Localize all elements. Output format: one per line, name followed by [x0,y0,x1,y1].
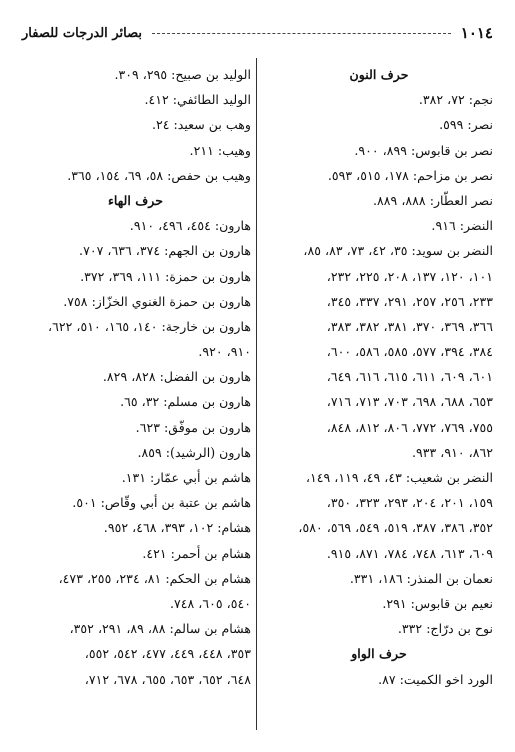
header-rule [152,33,451,34]
index-entry: وهب بن سعيد: ٢٤. [151,117,251,133]
page-number: ١٠١٤ [460,24,493,42]
index-entry: نوح بن درّاج: ٣٣٢. [397,621,493,637]
index-entry: هارون بن الجهم: ٣٧٤، ٦٣٦، ٧٠٧. [79,243,251,259]
index-entry: ٦٠١، ٦٠٩، ٦١١، ٦١٥، ٦١٦، ٦٤٩، [326,369,493,385]
index-entry: نعمان بن المنذر: ١٨٦، ٣٣١. [349,570,493,586]
index-entry: هشام بن الحكم: ٨١، ٢٣٤، ٢٥٥، ٤٧٣، [58,570,251,586]
index-entry: ٣٦٦، ٣٦٩، ٣٧٠، ٣٨١، ٣٨٢، ٣٨٣، [326,318,493,334]
index-entry: هارون: ٤٥٤، ٤٩٦، ٩١٠. [129,218,251,234]
right-column [265,62,493,692]
column-divider [256,58,257,730]
index-entry: هارون (الرشيد): ٨٥٩. [137,444,251,460]
index-entry: هارون بن مسلم: ٣٢، ٦٥. [120,394,251,410]
index-entry: وهيب بن حفص: ٥٨، ٦٩، ١٥٤، ٣٦٥. [67,167,251,183]
index-entry: نجم: ٧٢، ٣٨٢. [418,92,493,108]
index-entry: هارون بن خارجة: ١٤٠، ١٦٥، ٥١٠، ٦٢٢، [48,318,251,334]
index-entry: هاشم بن عتبة بن أبي وقّاص: ٥٠١. [72,495,251,511]
index-entry: ٥٤٠، ٦٠٥، ٧٤٨. [169,595,251,611]
index-entry: ٦٥٣، ٦٨٨، ٦٩٨، ٧٠٣، ٧١٣، ٧١٦، [326,394,493,410]
index-entry: ٨٦٢، ٩١٠، ٩٣٣. [411,444,493,460]
index-entry: نصر العطّار: ٨٨٨، ٨٨٩. [373,192,493,208]
index-entry: الوليد بن صبيح: ٢٩٥، ٣٠٩. [114,67,251,82]
index-entry: ٣٥٢، ٣٨٦، ٣٨٧، ٥١٩، ٥٤٩، ٥٦٩، ٥٨٠، [298,520,493,536]
index-entry: النضر: ٩١٦. [431,218,493,234]
index-entry: الوليد الطائفي: ٤١٢. [144,92,251,108]
section-heading: حرف الهاء [107,192,164,208]
index-entry: النضر بن سويد: ٣٥، ٤٢، ٧٣، ٨٣، ٨٥، [303,243,493,259]
index-entry: هارون بن حمزة الغنوي الخزّاز: ٧٥٨. [63,293,251,309]
index-entry: ٦٤٨، ٦٥٢، ٦٥٣، ٦٥٥، ٦٧٨، ٧١٢، [84,671,251,687]
index-entry: النضر بن شعيب: ٤٣، ٤٩، ١١٩، ١٤٩، [305,470,493,485]
index-entry: نصر: ٥٩٩. [439,117,493,133]
index-entry: ٩١٠، ٩٢٠. [198,344,251,360]
index-entry: نعيم بن قابوس: ٢٩١. [382,595,493,611]
left-column [20,62,251,692]
index-entry: هشام بن سالم: ٨٨، ٨٩، ٢٩١، ٣٥٢، [69,621,251,637]
index-entry: وهيب: ٢١١. [189,142,251,158]
page-header [22,22,493,44]
index-entry: ٣٨٤، ٣٩٤، ٥٧٧، ٥٨٥، ٥٨٦، ٦٠٠، [326,344,493,360]
book-title: بصائر الدرجات للصفار [22,25,142,41]
index-entry: هارون بن موفّق: ٦٢٣. [135,419,251,435]
index-entry: ٣٥٣، ٤٤٨، ٤٤٩، ٤٧٧، ٥٤٢، ٥٥٢، [84,646,251,662]
section-heading: حرف الواو [351,646,407,662]
index-entry: ١٥٩، ٢٠١، ٢٠٤، ٢٩٣، ٣٢٣، ٣٥٠، [326,495,493,511]
section-heading: حرف النون [349,67,409,82]
index-entry: ١٠١، ١٢٠، ١٣٧، ٢٠٨، ٢٢٥، ٢٣٢، [326,268,493,284]
index-entry: هارون بن حمزة: ١١١، ٣٦٩، ٣٧٢. [80,268,251,284]
index-entry: هاشم بن أبي عمّار: ١٣١. [121,470,251,485]
index-entry: هشام: ١٠٢، ٣٩٣، ٤٦٨، ٩٥٢. [103,520,251,536]
index-entry: هارون بن الفضل: ٨٢٨، ٨٢٩. [102,369,251,385]
index-entry: ٦٠٩، ٦١٣، ٧٤٨، ٧٨٤، ٨٧١، ٩١٥. [326,545,493,561]
index-entry: ٧٥٥، ٧٦٩، ٧٧٢، ٨٠٦، ٨١٢، ٨٤٨، [326,419,493,435]
index-entry: ٢٣٣، ٢٥٦، ٢٥٧، ٢٩١، ٣٣٧، ٣٤٥، [326,293,493,309]
index-entry: نصر بن مزاحم: ١٧٨، ٥١٥، ٥٩٣. [327,167,493,183]
index-entry: الورد اخو الكميت: ٨٧. [378,671,493,687]
index-entry: نصر بن قابوس: ٨٩٩، ٩٠٠. [354,142,493,158]
index-entry: هشام بن أحمر: ٤٢١. [142,545,251,561]
